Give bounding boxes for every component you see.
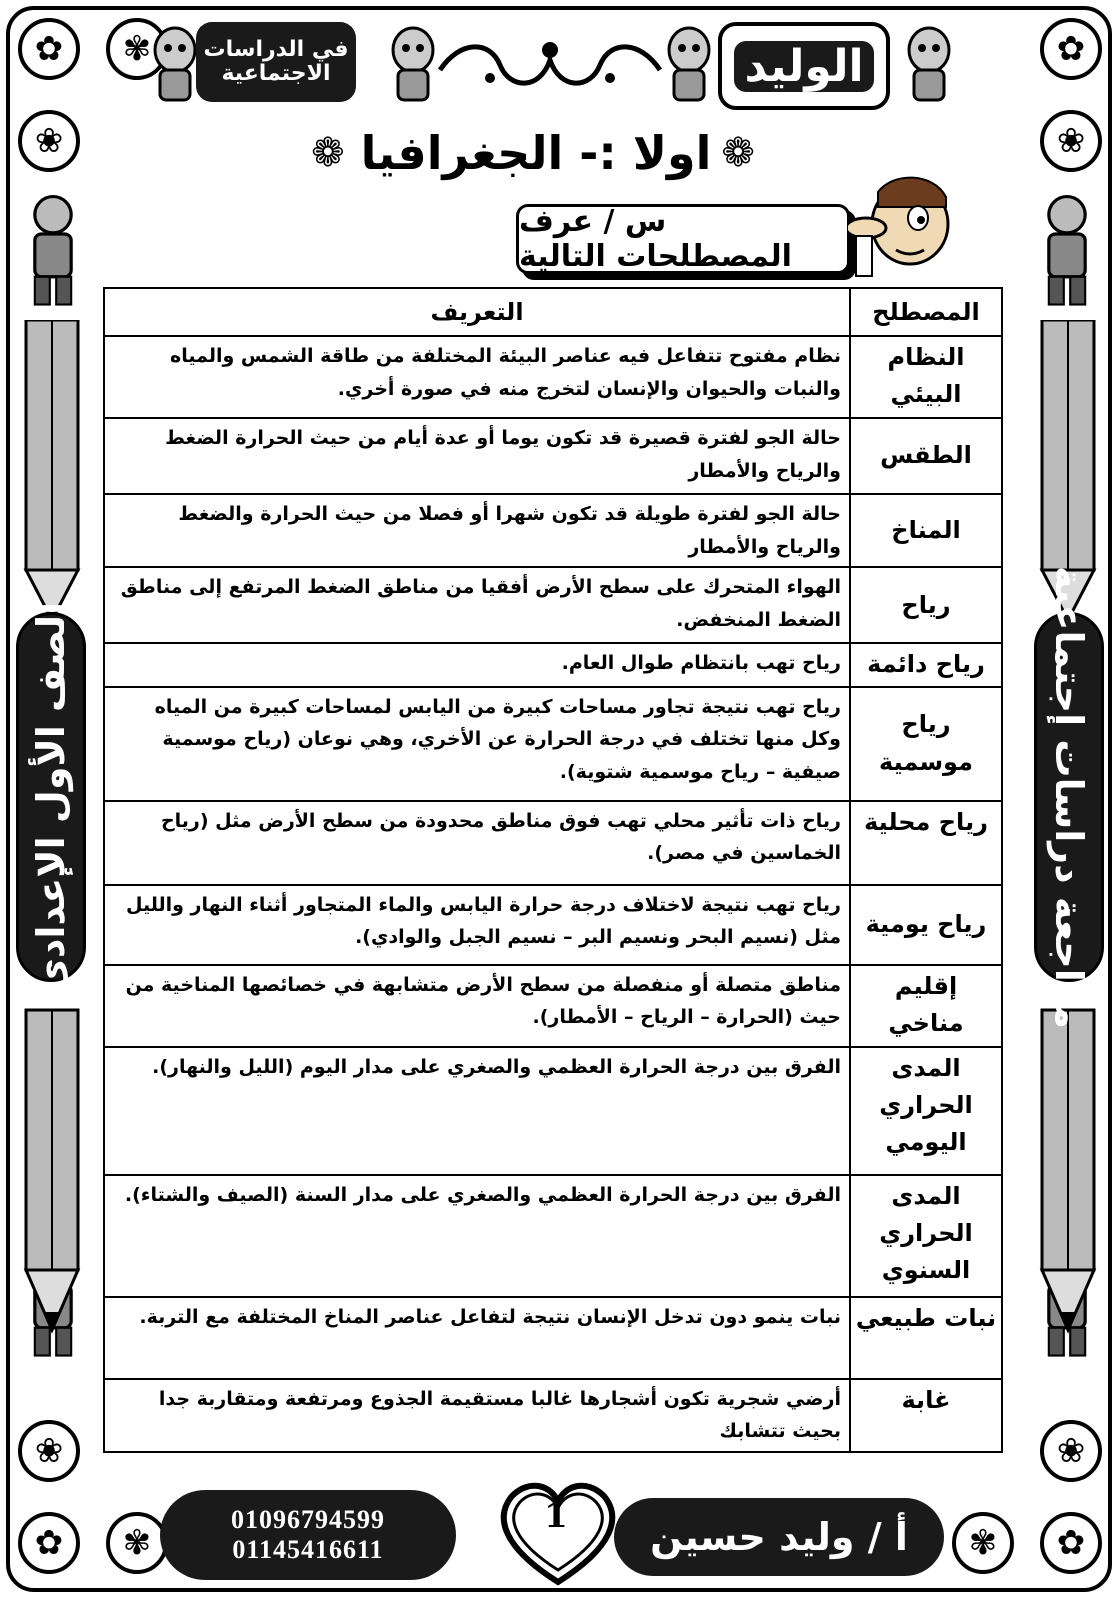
page-number: 1 [544, 1496, 568, 1536]
table-row [104, 418, 1002, 494]
phone-numbers [160, 1490, 456, 1580]
table-row [104, 1175, 1002, 1297]
section-title-text: اولا :- الجغرافيا [360, 126, 712, 180]
term-cell: المدى الحراري السنوي [850, 1175, 1002, 1297]
table-row [104, 965, 1002, 1047]
definition-cell: حالة الجو لفترة قصيرة قد تكون يوما أو عدة أيام من حيث الحرارة الضغط والرياح والأمطار [104, 418, 850, 494]
ornament-icon: ✿ [18, 1512, 80, 1574]
brand-title: الوليد [718, 22, 890, 110]
definition-cell: رياح ذات تأثير محلي تهب فوق مناطق محدودة من سطح الأرض مثل (رياح الخماسين في مصر). [104, 801, 850, 885]
author-name: أ / وليد حسين [614, 1498, 944, 1576]
table-row [104, 643, 1002, 686]
ornament-icon: ❀ [1040, 1420, 1102, 1482]
table-row [104, 885, 1002, 965]
mascot-icon [384, 20, 442, 104]
table-row [104, 1047, 1002, 1175]
definition-column-header: التعريف [104, 288, 850, 336]
student-icon [22, 190, 84, 310]
ornament-icon: ✿ [1040, 18, 1102, 80]
definition-cell: مناطق متصلة أو منفصلة من سطح الأرض متشابهة في خصائصها المناخية من حيث (الحرارة – الرياح – الأمطار). [104, 965, 850, 1047]
term-cell: المدى الحراري اليومي [850, 1047, 1002, 1175]
ornament-icon: ✾ [106, 18, 168, 80]
definition-cell: حالة الجو لفترة طويلة قد تكون شهرا أو فصلا من حيث الحرارة والضغط والرياح والأمطار [104, 494, 850, 567]
subject-title: في الدراسات الاجتماعية [196, 22, 356, 102]
definition-cell: نظام مفتوح تتفاعل فيه عناصر البيئة المختلفة من طاقة الشمس والمياه والنبات والحيوان والإنسان لتخرج منه في صورة أخري. [104, 336, 850, 418]
side-label-grade: الصف الأول الإعدادى [16, 612, 86, 982]
ornament-icon: ✾ [106, 1512, 168, 1574]
mascot-icon [900, 20, 958, 104]
term-column-header: المصطلح [850, 288, 1002, 336]
term-cell: رياح يومية [850, 885, 1002, 965]
table-row [104, 1379, 1002, 1452]
term-cell: رياح موسمية [850, 687, 1002, 801]
question-box: س / عرف المصطلحات التالية [516, 204, 850, 274]
side-label-review: مراجعة دراسات إجتماعية [1034, 612, 1104, 982]
definition-cell: رياح تهب نتيجة تجاور مساحات كبيرة من اليابس لمساحات كبيرة من المياه وكل منها تختلف في درجة الحرارة عن الأخري، وهي نوعان (رياح موسمية صيفية – رياح موسمية شتوية). [104, 687, 850, 801]
ornament-icon: ✿ [18, 18, 80, 80]
cartoon-face-icon [848, 172, 958, 282]
ornament-icon: ✿ [1040, 1512, 1102, 1574]
ornament-icon: ❀ [18, 110, 80, 172]
definition-cell: الهواء المتحرك على سطح الأرض أفقيا من مناطق الضغط المرتفع إلى مناطق الضغط المنخفض. [104, 567, 850, 643]
table-row [104, 801, 1002, 885]
definition-cell: رياح تهب بانتظام طوال العام. [104, 643, 850, 686]
phone-number-1: 01096794599 [231, 1505, 385, 1534]
term-cell: غابة [850, 1379, 1002, 1452]
flower-icon: ❁ [311, 130, 351, 176]
swirl-ornament-icon [430, 30, 670, 100]
term-cell: النظام البيئي [850, 336, 1002, 418]
term-cell: إقليم مناخي [850, 965, 1002, 1047]
ornament-icon: ❀ [18, 1420, 80, 1482]
table-row [104, 494, 1002, 567]
term-cell: المناخ [850, 494, 1002, 567]
definition-cell: الفرق بين درجة الحرارة العظمي والصغري على مدار اليوم (الليل والنهار). [104, 1047, 850, 1175]
section-title [236, 118, 836, 188]
definition-cell: رياح تهب نتيجة لاختلاف درجة حرارة اليابس والماء المتجاور أثناء النهار والليل مثل (نسيم البحر ونسيم البر – نسيم الجبل والوادي). [104, 885, 850, 965]
student-icon [1036, 190, 1098, 310]
term-cell: رياح محلية [850, 801, 1002, 885]
table-row [104, 687, 1002, 801]
table-row [104, 567, 1002, 643]
ornament-icon: ❀ [1040, 110, 1102, 172]
definition-cell: أرضي شجرية تكون أشجارها غالبا مستقيمة الجذوع ومرتفعة ومتقاربة جدا بحيث تتشابك [104, 1379, 850, 1452]
table-row [104, 1297, 1002, 1379]
ornament-icon: ✾ [952, 1512, 1014, 1574]
term-cell: رياح [850, 567, 1002, 643]
definition-cell: الفرق بين درجة الحرارة العظمي والصغري على مدار السنة (الصيف والشتاء). [104, 1175, 850, 1297]
table-row [104, 336, 1002, 418]
term-cell: رياح دائمة [850, 643, 1002, 686]
terms-table [103, 287, 1003, 1453]
phone-number-2: 01145416611 [232, 1535, 384, 1564]
definition-cell: نبات ينمو دون تدخل الإنسان نتيجة لتفاعل عناصر المناخ المختلفة مع التربة. [104, 1297, 850, 1379]
term-cell: نبات طبيعي [850, 1297, 1002, 1379]
mascot-icon [660, 20, 718, 104]
term-cell: الطقس [850, 418, 1002, 494]
flower-icon: ❁ [721, 130, 761, 176]
table-header-row [104, 288, 1002, 336]
